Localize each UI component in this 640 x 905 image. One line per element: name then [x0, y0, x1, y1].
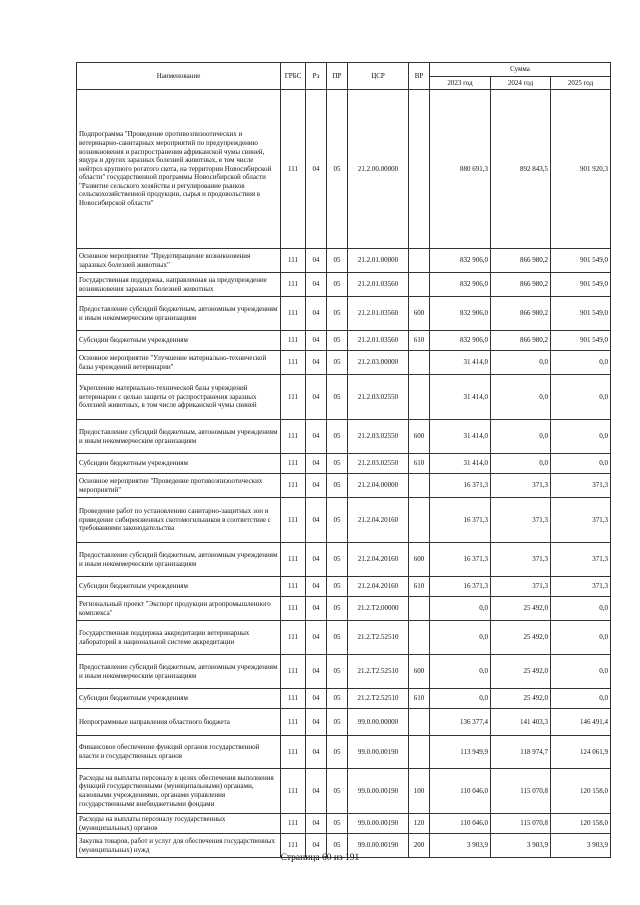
col-header-grbs: ГРБС: [281, 63, 306, 90]
cell-vr: [409, 90, 430, 249]
table-row: [77, 769, 611, 814]
cell-rz: 04: [306, 420, 327, 454]
cell-pr: 05: [327, 834, 348, 858]
cell-rz: 04: [306, 709, 327, 736]
cell-2025: 371,3: [551, 543, 611, 577]
cell-pr: 05: [327, 543, 348, 577]
cell-2023: 16 371,3: [430, 498, 491, 543]
cell-2024: 371,3: [491, 474, 551, 498]
cell-2024: 25 492,0: [491, 655, 551, 689]
cell-grbs: 111: [281, 90, 306, 249]
cell-name: Предоставление субсидий бюджетным, автономным учреждениям и иным некоммерческим организациям: [77, 543, 281, 577]
cell-vr: 600: [409, 420, 430, 454]
cell-2025: 371,3: [551, 498, 611, 543]
cell-vr: 200: [409, 834, 430, 858]
cell-name: Субсидии бюджетным учреждениям: [77, 454, 281, 474]
cell-2025: 901 549,0: [551, 297, 611, 331]
cell-vr: 610: [409, 454, 430, 474]
cell-vr: 610: [409, 577, 430, 597]
cell-2025: 0,0: [551, 420, 611, 454]
cell-grbs: 111: [281, 621, 306, 655]
cell-name: Предоставление субсидий бюджетным, автономным учреждениям и иным некоммерческим организациям: [77, 655, 281, 689]
cell-2025: 0,0: [551, 621, 611, 655]
table-row: [77, 297, 611, 331]
cell-pr: 05: [327, 454, 348, 474]
cell-2024: 866 980,2: [491, 249, 551, 273]
table-row: [77, 273, 611, 297]
cell-vr: 120: [409, 814, 430, 834]
cell-vr: 600: [409, 543, 430, 577]
cell-csr: 21.2.01.03560: [348, 297, 409, 331]
cell-name: Государственная поддержка аккредитации ветеринарных лабораторий в национальной системе аккредитации: [77, 621, 281, 655]
cell-pr: 05: [327, 689, 348, 709]
cell-2025: 0,0: [551, 351, 611, 375]
cell-2025: 0,0: [551, 454, 611, 474]
cell-name: Предоставление субсидий бюджетным, автономным учреждениям и иным некоммерческим организациям: [77, 297, 281, 331]
cell-csr: 21.2.00.00000: [348, 90, 409, 249]
cell-2025: 901 549,0: [551, 331, 611, 351]
cell-name: Расходы на выплаты персоналу в целях обеспечения выполнения функций государственными (муниципальными) органами, казенными учреждениями, органами управления государственными внебюджетными фондами: [77, 769, 281, 814]
cell-csr: 21.2.T2.52510: [348, 655, 409, 689]
cell-rz: 04: [306, 655, 327, 689]
cell-name: Субсидии бюджетным учреждениям: [77, 331, 281, 351]
cell-2024: 892 843,5: [491, 90, 551, 249]
cell-name: Субсидии бюджетным учреждениям: [77, 689, 281, 709]
cell-name: Финансовое обеспечение функций органов государственной власти и государственных органов: [77, 736, 281, 769]
cell-vr: [409, 375, 430, 420]
cell-2024: 115 070,8: [491, 814, 551, 834]
cell-rz: 04: [306, 597, 327, 621]
col-header-rz: Рз: [306, 63, 327, 90]
cell-grbs: 111: [281, 474, 306, 498]
cell-pr: 05: [327, 709, 348, 736]
cell-vr: [409, 249, 430, 273]
cell-vr: 600: [409, 655, 430, 689]
table-row: [77, 621, 611, 655]
col-header-sum: Сумма: [430, 63, 611, 77]
cell-csr: 21.2.04.00000: [348, 474, 409, 498]
cell-csr: 21.2.03.00000: [348, 351, 409, 375]
cell-grbs: 111: [281, 577, 306, 597]
cell-csr: 21.2.T2.00000: [348, 597, 409, 621]
cell-pr: 05: [327, 577, 348, 597]
cell-2023: 113 949,9: [430, 736, 491, 769]
cell-vr: [409, 498, 430, 543]
cell-2025: 901 549,0: [551, 273, 611, 297]
cell-rz: 04: [306, 543, 327, 577]
cell-2024: 866 980,2: [491, 331, 551, 351]
cell-2025: 901 549,0: [551, 249, 611, 273]
cell-csr: 21.2.01.03560: [348, 331, 409, 351]
cell-grbs: 111: [281, 769, 306, 814]
cell-grbs: 111: [281, 597, 306, 621]
cell-2024: 371,3: [491, 577, 551, 597]
cell-grbs: 111: [281, 736, 306, 769]
cell-rz: 04: [306, 621, 327, 655]
cell-2024: 118 974,7: [491, 736, 551, 769]
cell-2024: 0,0: [491, 375, 551, 420]
table-row: [77, 736, 611, 769]
table-body: [77, 90, 611, 858]
cell-2023: 16 371,3: [430, 474, 491, 498]
cell-rz: 04: [306, 736, 327, 769]
cell-pr: 05: [327, 420, 348, 454]
cell-grbs: 111: [281, 655, 306, 689]
col-header-name: Наименование: [77, 63, 281, 90]
cell-grbs: 111: [281, 454, 306, 474]
cell-pr: 05: [327, 351, 348, 375]
cell-2024: 866 980,2: [491, 273, 551, 297]
cell-2025: 124 061,9: [551, 736, 611, 769]
cell-pr: 05: [327, 621, 348, 655]
cell-vr: 100: [409, 769, 430, 814]
cell-csr: 21.2.T2.52510: [348, 689, 409, 709]
table-row: [77, 655, 611, 689]
cell-csr: 21.2.04.20160: [348, 543, 409, 577]
cell-2025: 0,0: [551, 597, 611, 621]
table-row: [77, 577, 611, 597]
cell-rz: 04: [306, 351, 327, 375]
cell-grbs: 111: [281, 834, 306, 858]
cell-2023: 832 906,0: [430, 249, 491, 273]
col-header-2025: 2025 год: [551, 77, 611, 90]
cell-2024: 25 492,0: [491, 689, 551, 709]
cell-name: Государственная поддержка, направленная на предупреждение возникновения заразных болезней животных: [77, 273, 281, 297]
cell-2023: 0,0: [430, 597, 491, 621]
cell-rz: 04: [306, 273, 327, 297]
cell-grbs: 111: [281, 375, 306, 420]
cell-rz: 04: [306, 375, 327, 420]
cell-rz: 04: [306, 498, 327, 543]
cell-csr: 99.0.00.00190: [348, 834, 409, 858]
cell-name: Основное мероприятие "Проведение противоэпизоотических мероприятий": [77, 474, 281, 498]
table-row: [77, 420, 611, 454]
cell-pr: 05: [327, 331, 348, 351]
cell-name: Подпрограмма "Проведение противоэпизоотических и ветеринарно-санитарных мероприятий по предупреждению возникновения и распространения африканской чумы свиней, ящура и других заразных болезней животных, в том числе нейтроз крупного рогатого скота, на территории Новосибирской области" государственной программы Новосибирской области "Развитие сельского хозяйства и регулирование рынков сельскохозяйственной продукции, сырья и продовольствия в Новосибирской области": [77, 90, 281, 249]
cell-2023: 31 414,0: [430, 375, 491, 420]
cell-rz: 04: [306, 577, 327, 597]
cell-pr: 05: [327, 597, 348, 621]
cell-csr: 21.2.03.02550: [348, 375, 409, 420]
cell-2024: 0,0: [491, 351, 551, 375]
cell-rz: 04: [306, 249, 327, 273]
cell-csr: 21.2.04.20160: [348, 577, 409, 597]
cell-rz: 04: [306, 297, 327, 331]
cell-vr: [409, 736, 430, 769]
col-header-vr: ВР: [409, 63, 430, 90]
table-row: [77, 454, 611, 474]
table-row: [77, 709, 611, 736]
table-row: [77, 543, 611, 577]
table-row: [77, 249, 611, 273]
cell-rz: 04: [306, 454, 327, 474]
cell-vr: [409, 709, 430, 736]
cell-pr: 05: [327, 769, 348, 814]
cell-2025: 0,0: [551, 655, 611, 689]
cell-2023: 110 046,0: [430, 814, 491, 834]
cell-vr: [409, 621, 430, 655]
cell-2025: 0,0: [551, 689, 611, 709]
cell-2023: 110 046,0: [430, 769, 491, 814]
cell-pr: 05: [327, 375, 348, 420]
cell-2025: 3 903,9: [551, 834, 611, 858]
cell-2025: 371,3: [551, 474, 611, 498]
cell-2024: 141 403,3: [491, 709, 551, 736]
cell-vr: 610: [409, 331, 430, 351]
table-row: [77, 498, 611, 543]
cell-pr: 05: [327, 297, 348, 331]
cell-grbs: 111: [281, 297, 306, 331]
cell-pr: 05: [327, 498, 348, 543]
cell-2025: 120 158,0: [551, 814, 611, 834]
cell-rz: 04: [306, 689, 327, 709]
cell-csr: 21.2.04.20160: [348, 498, 409, 543]
cell-name: Субсидии бюджетным учреждениям: [77, 577, 281, 597]
cell-pr: 05: [327, 655, 348, 689]
cell-2025: 120 158,0: [551, 769, 611, 814]
cell-grbs: 111: [281, 331, 306, 351]
cell-grbs: 111: [281, 351, 306, 375]
cell-vr: 600: [409, 297, 430, 331]
cell-2023: 0,0: [430, 655, 491, 689]
cell-grbs: 111: [281, 273, 306, 297]
cell-vr: [409, 351, 430, 375]
cell-csr: 99.0.00.00000: [348, 709, 409, 736]
col-header-pr: ПР: [327, 63, 348, 90]
cell-name: Региональный проект "Экспорт продукции агропромышленного комплекса": [77, 597, 281, 621]
col-header-2024: 2024 год: [491, 77, 551, 90]
cell-vr: [409, 597, 430, 621]
cell-rz: 04: [306, 474, 327, 498]
cell-csr: 21.2.03.02550: [348, 420, 409, 454]
cell-csr: 21.2.03.02550: [348, 454, 409, 474]
cell-pr: 05: [327, 474, 348, 498]
cell-name: Укрепление материально-технической базы учреждений ветеринарии с целью защиты от распространения заразных болезней животных, в том числе африканской чумы свиней: [77, 375, 281, 420]
cell-2024: 25 492,0: [491, 621, 551, 655]
cell-2023: 31 414,0: [430, 351, 491, 375]
cell-name: Предоставление субсидий бюджетным, автономным учреждениям и иным некоммерческим организациям: [77, 420, 281, 454]
col-header-2023: 2023 год: [430, 77, 491, 90]
table-row: [77, 351, 611, 375]
cell-2025: 371,3: [551, 577, 611, 597]
cell-2024: 0,0: [491, 454, 551, 474]
cell-name: Расходы на выплаты персоналу государственных (муниципальных) органов: [77, 814, 281, 834]
budget-table: [76, 62, 611, 858]
cell-grbs: 111: [281, 249, 306, 273]
cell-2025: 146 491,4: [551, 709, 611, 736]
cell-grbs: 111: [281, 420, 306, 454]
cell-grbs: 111: [281, 543, 306, 577]
cell-pr: 05: [327, 249, 348, 273]
cell-2023: 3 903,9: [430, 834, 491, 858]
cell-2023: 31 414,0: [430, 420, 491, 454]
cell-csr: 99.0.00.00190: [348, 814, 409, 834]
cell-2023: 16 371,3: [430, 543, 491, 577]
table-row: [77, 814, 611, 834]
table-row: [77, 331, 611, 351]
cell-name: Непрограммные направления областного бюджета: [77, 709, 281, 736]
cell-2024: 866 980,2: [491, 297, 551, 331]
cell-rz: 04: [306, 90, 327, 249]
cell-2023: 31 414,0: [430, 454, 491, 474]
cell-2025: 0,0: [551, 375, 611, 420]
cell-2023: 136 377,4: [430, 709, 491, 736]
cell-csr: 99.0.00.00190: [348, 736, 409, 769]
cell-csr: 21.2.01.00000: [348, 249, 409, 273]
cell-name: Проведение работ по установлению санитарно-защитных зон и приведение сибиреязвенных скотомогильников в соответствие с требованиями законодательства: [77, 498, 281, 543]
cell-grbs: 111: [281, 814, 306, 834]
cell-grbs: 111: [281, 709, 306, 736]
cell-rz: 04: [306, 834, 327, 858]
table-row: [77, 597, 611, 621]
cell-2023: 16 371,3: [430, 577, 491, 597]
cell-pr: 05: [327, 736, 348, 769]
cell-2024: 25 492,0: [491, 597, 551, 621]
cell-pr: 05: [327, 90, 348, 249]
cell-2023: 0,0: [430, 621, 491, 655]
table-row: [77, 689, 611, 709]
cell-2025: 901 920,3: [551, 90, 611, 249]
table-row: [77, 375, 611, 420]
col-header-csr: ЦСР: [348, 63, 409, 90]
cell-2023: 832 906,0: [430, 297, 491, 331]
cell-grbs: 111: [281, 498, 306, 543]
cell-pr: 05: [327, 273, 348, 297]
cell-pr: 05: [327, 814, 348, 834]
cell-rz: 04: [306, 331, 327, 351]
cell-name: Основное мероприятие "Улучшение материально-технической базы учреждений ветеринарии": [77, 351, 281, 375]
cell-vr: [409, 273, 430, 297]
cell-rz: 04: [306, 769, 327, 814]
cell-vr: [409, 474, 430, 498]
table-row: [77, 90, 611, 249]
cell-csr: 21.2.T2.52510: [348, 621, 409, 655]
table-row: [77, 474, 611, 498]
cell-2023: 0,0: [430, 689, 491, 709]
cell-2023: 832 906,0: [430, 273, 491, 297]
cell-2023: 880 691,3: [430, 90, 491, 249]
cell-csr: 99.0.00.00190: [348, 769, 409, 814]
cell-name: Основное мероприятие "Предотвращение возникновения заразных болезней животных": [77, 249, 281, 273]
cell-2024: 371,3: [491, 543, 551, 577]
cell-vr: 610: [409, 689, 430, 709]
cell-2024: 115 070,8: [491, 769, 551, 814]
page-number: Страница 60 из 191: [280, 853, 360, 863]
cell-2024: 0,0: [491, 420, 551, 454]
cell-name: Закупка товаров, работ и услуг для обеспечения государственных (муниципальных) нужд: [77, 834, 281, 858]
cell-rz: 04: [306, 814, 327, 834]
cell-csr: 21.2.01.03560: [348, 273, 409, 297]
cell-2024: 371,3: [491, 498, 551, 543]
cell-2023: 832 906,0: [430, 331, 491, 351]
cell-grbs: 111: [281, 689, 306, 709]
cell-2024: 3 903,9: [491, 834, 551, 858]
